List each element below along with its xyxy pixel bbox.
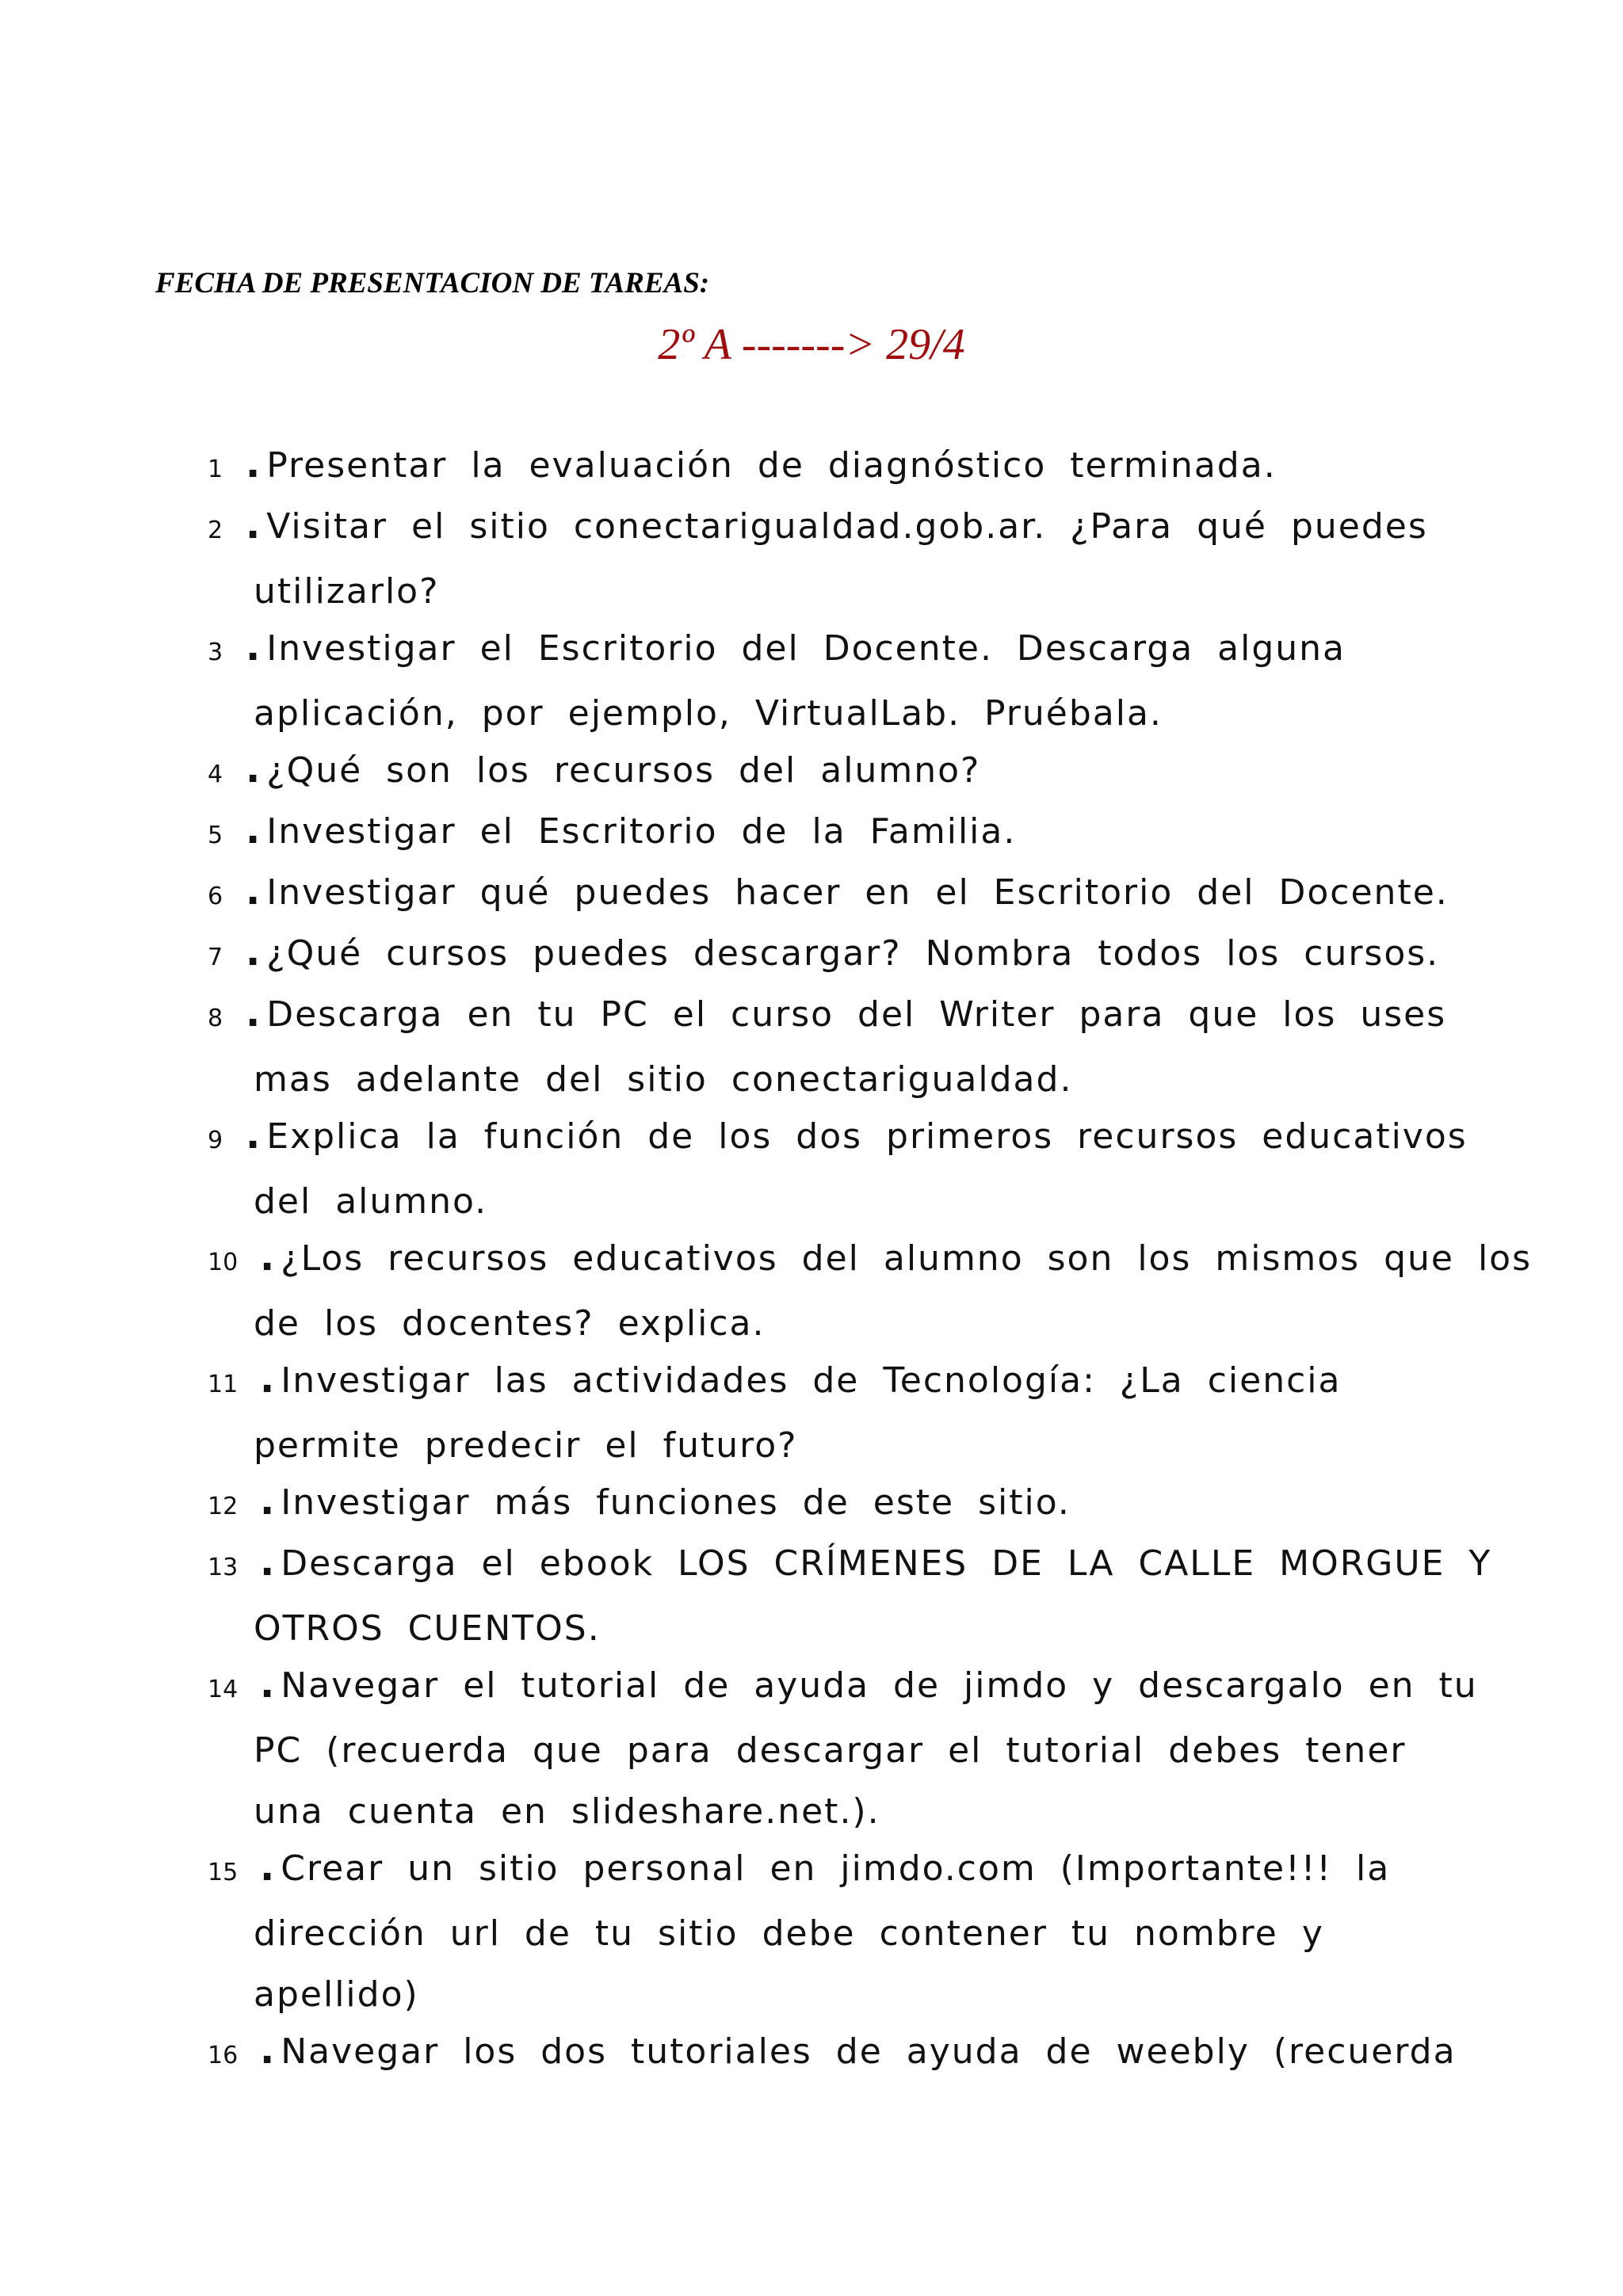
task-number: 8 — [208, 1005, 223, 1032]
task-text-continuation — [208, 1903, 1491, 1964]
task-line-text: Navegar los dos tutoriales de ayuda de weebly (recuerda — [281, 2031, 1457, 2072]
task-text — [208, 1105, 1491, 1171]
task-text-continuation — [208, 1781, 1491, 1842]
task-number-dot: . — [246, 503, 262, 547]
task-number-dot: . — [246, 808, 262, 852]
task-number-dot: . — [246, 869, 262, 913]
task-number-dot: . — [260, 1357, 277, 1402]
task-text-continuation — [208, 1415, 1491, 1476]
task-text — [208, 739, 1491, 805]
task-line-text: Navegar el tutorial de ayuda de jimdo y descargalo en tu — [281, 1665, 1478, 1706]
task-number-dot: . — [246, 930, 262, 974]
task-item — [208, 922, 1491, 988]
task-item — [208, 434, 1491, 500]
task-number: 1 — [208, 456, 223, 483]
task-line-text: aplicación, por ejemplo, VirtualLab. Pruébala. — [254, 693, 1163, 734]
task-text — [208, 800, 1491, 866]
task-number: 10 — [208, 1249, 239, 1276]
task-item — [208, 1349, 1491, 1476]
task-line-text: una cuenta en slideshare.net.). — [254, 1791, 880, 1832]
task-item — [208, 1105, 1491, 1232]
task-line-text: Explica la función de los dos primeros recursos educativos — [266, 1116, 1468, 1157]
task-line-text: PC (recuerda que para descargar el tutorial debes tener — [254, 1730, 1407, 1771]
task-item — [208, 861, 1491, 927]
task-number: 7 — [208, 944, 223, 971]
task-number: 9 — [208, 1127, 223, 1154]
task-item — [208, 739, 1491, 805]
task-number: 12 — [208, 1493, 239, 1520]
task-text — [208, 1532, 1491, 1598]
task-text-continuation — [208, 1964, 1491, 2025]
task-number-dot: . — [246, 442, 262, 486]
task-line-text: Investigar el Escritorio de la Familia. — [266, 811, 1017, 852]
task-item — [208, 495, 1491, 622]
page-heading: FECHA DE PRESENTACION DE TAREAS: — [155, 267, 710, 299]
task-number-dot: . — [260, 2028, 277, 2073]
task-text — [208, 434, 1491, 500]
task-number: 6 — [208, 883, 223, 910]
task-item — [208, 1471, 1491, 1537]
task-line-text: Investigar más funciones de este sitio. — [281, 1482, 1071, 1523]
task-item — [208, 617, 1491, 744]
task-item — [208, 1227, 1533, 1354]
task-item — [208, 1837, 1491, 2025]
task-line-text: OTROS CUENTOS. — [254, 1608, 601, 1649]
task-line-text: Investigar el Escritorio del Docente. Descarga alguna — [266, 628, 1346, 669]
task-text-continuation — [208, 1720, 1491, 1781]
task-number-dot: . — [246, 625, 262, 669]
task-line-text: permite predecir el futuro? — [254, 1425, 798, 1466]
task-number: 16 — [208, 2042, 239, 2069]
task-line-text: Crear un sitio personal en jimdo.com (Importante!!! la — [281, 1848, 1391, 1889]
task-text — [208, 495, 1491, 561]
task-number: 13 — [208, 1554, 239, 1581]
task-line-text: del alumno. — [254, 1181, 488, 1222]
task-line-text: Descarga el ebook LOS CRÍMENES DE LA CALLE MORGUE Y — [281, 1543, 1492, 1584]
task-number-dot: . — [260, 1662, 277, 1707]
task-number-dot: . — [260, 1479, 277, 1524]
task-line-text: ¿Qué cursos puedes descargar? Nombra todos los cursos. — [266, 933, 1440, 974]
task-number: 14 — [208, 1676, 239, 1703]
task-line-text: dirección url de tu sitio debe contener tu nombre y — [254, 1913, 1324, 1954]
task-text — [208, 617, 1491, 683]
task-number: 15 — [208, 1859, 239, 1886]
task-number-dot: . — [246, 747, 262, 791]
task-line-text: utilizarlo? — [254, 571, 440, 612]
task-line-text: apellido) — [254, 1974, 419, 2015]
task-text — [208, 922, 1491, 988]
task-text — [208, 1837, 1491, 1903]
task-line-text: de los docentes? explica. — [254, 1303, 766, 1344]
task-text — [208, 2020, 1491, 2086]
task-line-text: Presentar la evaluación de diagnóstico terminada. — [266, 445, 1277, 486]
task-line-text: ¿Los recursos educativos del alumno son los mismos que los — [281, 1238, 1533, 1279]
task-item — [208, 800, 1491, 866]
task-text — [208, 1227, 1533, 1293]
task-text — [208, 861, 1491, 927]
task-text — [208, 1471, 1491, 1537]
task-text — [208, 1654, 1491, 1720]
task-text — [208, 1349, 1491, 1415]
task-line-text: Investigar las actividades de Tecnología: ¿La ciencia — [281, 1360, 1342, 1401]
task-number-dot: . — [260, 1540, 277, 1585]
task-number: 4 — [208, 761, 223, 788]
task-number: 5 — [208, 822, 223, 849]
task-text — [208, 983, 1491, 1049]
task-item — [208, 1532, 1491, 1659]
task-line-text: Investigar qué puedes hacer en el Escritorio del Docente. — [266, 872, 1449, 913]
task-number-dot: . — [260, 1845, 277, 1890]
task-text-continuation — [208, 561, 1491, 622]
task-line-text: mas adelante del sitio conectarigualdad. — [254, 1059, 1073, 1100]
task-text-continuation — [208, 683, 1491, 744]
task-number: 3 — [208, 639, 223, 666]
task-line-text: Descarga en tu PC el curso del Writer para que los uses — [266, 994, 1447, 1035]
task-number: 2 — [208, 517, 223, 544]
task-line-text: ¿Qué son los recursos del alumno? — [266, 750, 981, 791]
task-text-continuation — [208, 1049, 1491, 1110]
task-line-text: Visitar el sitio conectarigualdad.gob.ar. ¿Para qué puedes — [266, 506, 1428, 547]
task-number-dot: . — [246, 1113, 262, 1158]
task-text-continuation — [208, 1598, 1491, 1659]
task-item — [208, 2020, 1491, 2086]
task-item — [208, 983, 1491, 1110]
task-number-dot: . — [246, 991, 262, 1035]
task-text-continuation — [208, 1293, 1491, 1354]
class-due-date: 2º A -------> 29/4 — [658, 320, 965, 369]
task-item — [208, 1654, 1491, 1842]
task-number: 11 — [208, 1371, 239, 1398]
task-text-continuation — [208, 1171, 1491, 1232]
task-number-dot: . — [260, 1235, 277, 1280]
